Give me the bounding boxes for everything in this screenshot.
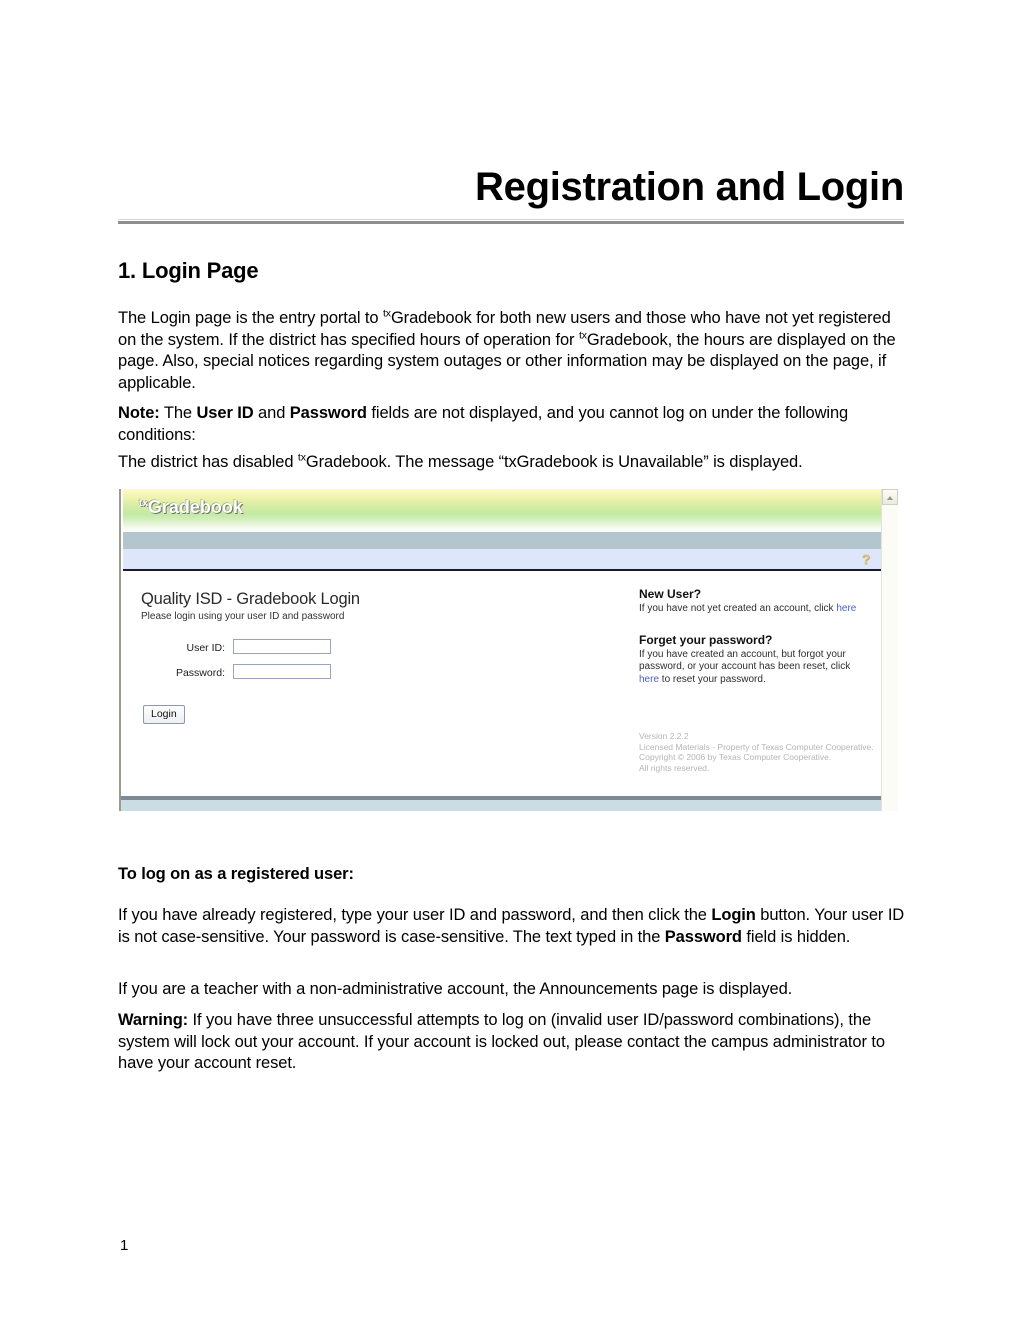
title-divider bbox=[118, 219, 904, 224]
page-title: Registration and Login bbox=[475, 165, 904, 209]
subheading-logon: To log on as a registered user: bbox=[118, 865, 354, 883]
app-content-area bbox=[123, 571, 887, 796]
condition-text-post: Gradebook. The message “txGradebook is Unavailable” is displayed. bbox=[305, 453, 803, 471]
new-user-heading: New User? bbox=[639, 587, 702, 601]
tx-superscript-1: tx bbox=[382, 307, 391, 320]
app-window-frame bbox=[119, 489, 887, 811]
note-text-mid: and bbox=[253, 404, 290, 422]
password-label: Password: bbox=[175, 667, 225, 679]
user-id-label: User ID: bbox=[186, 642, 225, 654]
tx-superscript-3: tx bbox=[297, 451, 306, 464]
intro-text-3: Gradebook, the hours are displayed on the page. Also, special notices regarding system outages or other information may be displayed on the page, if applicable. bbox=[118, 330, 896, 392]
footer-rights: All rights reserved. bbox=[639, 762, 710, 773]
note-label: Note: bbox=[118, 404, 160, 422]
new-user-text-pre: If you have not yet created an account, click bbox=[639, 603, 837, 614]
password-input[interactable] bbox=[233, 664, 331, 679]
page-number: 1 bbox=[120, 1237, 129, 1254]
paragraph-intro bbox=[118, 308, 908, 394]
registered-bold-password: Password bbox=[664, 927, 742, 946]
note-text-pre: The bbox=[159, 404, 197, 422]
app-logo bbox=[139, 497, 243, 518]
logo-superscript: tx bbox=[139, 498, 148, 509]
login-title: Quality ISD - Gradebook Login bbox=[141, 590, 360, 608]
intro-text-1: The Login page is the entry portal to bbox=[118, 309, 383, 327]
login-button[interactable]: Login bbox=[143, 705, 185, 724]
app-footer bbox=[639, 731, 879, 773]
scroll-up-arrow-icon[interactable] bbox=[882, 489, 898, 505]
intro-text-2: Gradebook for both new users and those who have not yet registered on the system. If the district has specified hours of operation for bbox=[118, 309, 891, 349]
warning-text: If you have three unsuccessful attempts to log on (invalid user ID/password combinations), the system will lock out your account. If your account is locked out, please contact the campus administrator to have your account reset. bbox=[118, 1011, 885, 1072]
help-icon[interactable]: ? bbox=[861, 551, 871, 567]
note-bold-password: Password bbox=[289, 404, 367, 422]
registered-text-pre: If you have already registered, type your user ID and password, and then click the bbox=[118, 906, 712, 924]
paragraph-teacher: If you are a teacher with a non-administrative account, the Announcements page is displayed. bbox=[118, 980, 793, 998]
embedded-screenshot bbox=[119, 489, 905, 819]
tx-superscript-2: tx bbox=[578, 329, 587, 341]
help-column bbox=[639, 587, 871, 686]
paragraph-note bbox=[118, 403, 898, 446]
paragraph-condition bbox=[118, 452, 908, 474]
forgot-text-pre: If you have created an account, but forgot your password, or your account has been reset, click bbox=[639, 648, 851, 672]
forgot-password-here-link[interactable]: here bbox=[639, 673, 660, 685]
paragraph-warning bbox=[118, 1010, 908, 1075]
vertical-scrollbar[interactable] bbox=[881, 489, 898, 811]
app-subbar bbox=[123, 532, 887, 549]
new-user-here-link[interactable]: here bbox=[836, 603, 857, 614]
footer-version: Version 2.2.2 bbox=[639, 731, 689, 741]
logo-name: Gradebook bbox=[147, 497, 243, 517]
registered-text-post: field is hidden. bbox=[741, 927, 851, 946]
login-subtitle: Please login using your user ID and password bbox=[141, 611, 345, 622]
forgot-password-heading: Forget your password? bbox=[639, 632, 773, 647]
scrollbar-track[interactable] bbox=[882, 506, 898, 811]
new-user-text bbox=[639, 603, 871, 616]
condition-text-pre: The district has disabled bbox=[118, 453, 298, 471]
app-bottom-bar bbox=[121, 800, 887, 811]
forgot-text-post: to reset your password. bbox=[659, 673, 766, 685]
footer-copyright: Copyright © 2006 by Texas Computer Cooperative. bbox=[639, 752, 832, 762]
note-text-post: fields are not displayed, and you cannot log on under the following conditions: bbox=[118, 404, 849, 444]
registered-bold-login: Login bbox=[711, 906, 756, 924]
note-bold-userid: User ID bbox=[196, 404, 254, 422]
registered-text-mid: button. Your user ID is not case-sensitive. Your password is case-sensitive. The text typed in the bbox=[118, 906, 905, 946]
warning-label: Warning: bbox=[118, 1011, 189, 1029]
app-banner bbox=[123, 489, 887, 532]
paragraph-registered bbox=[118, 905, 918, 948]
user-id-input[interactable] bbox=[233, 639, 331, 654]
section-heading: 1. Login Page bbox=[118, 258, 259, 283]
forgot-password-text bbox=[639, 649, 871, 687]
footer-licensed: Licensed Materials - Property of Texas Computer Cooperative. bbox=[639, 741, 874, 752]
app-toolbar bbox=[123, 549, 887, 571]
